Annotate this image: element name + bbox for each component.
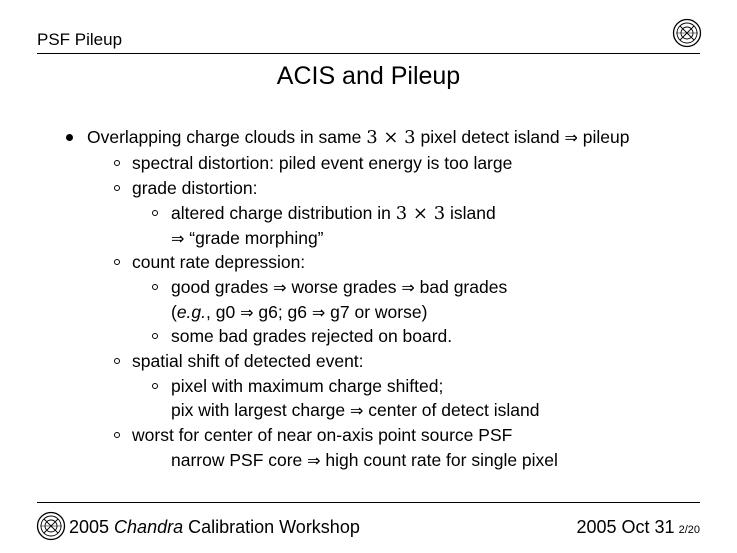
text: narrow PSF core <box>171 450 308 470</box>
text-italic: e.g. <box>176 302 207 322</box>
implies-arrow: ⇒ <box>401 278 415 297</box>
continuation-grade-morphing <box>171 228 324 249</box>
implies-arrow: ⇒ <box>311 303 326 322</box>
bullet-circle <box>152 383 158 389</box>
text: pixel detect island <box>415 127 565 147</box>
implies-arrow: ⇒ <box>171 229 185 248</box>
text: high count rate for single pixel <box>320 450 558 470</box>
sub-sub-bullet-rejected-on-board: some bad grades rejected on board. <box>171 326 453 346</box>
bullet-circle <box>114 259 120 265</box>
text: ( <box>171 302 177 322</box>
sub-bullet-count-rate: count rate depression: <box>132 252 306 272</box>
bullet-circle <box>152 284 158 290</box>
circular-seal-logo-icon <box>36 511 66 541</box>
footer-workshop-title <box>69 517 360 538</box>
header-title: PSF Pileup <box>37 30 123 49</box>
text: g6; g6 <box>253 302 312 322</box>
text: pileup <box>577 127 630 147</box>
sub-sub-bullet-good-grades <box>171 277 507 298</box>
sub-bullet-worst-center: worst for center of near on-axis point source PSF <box>132 425 513 445</box>
page-number: 2/20 <box>678 524 700 536</box>
sub-sub-bullet-altered-charge <box>171 203 496 224</box>
footer-date-page <box>577 517 701 538</box>
bullet-dot <box>66 134 73 141</box>
text: , g0 <box>206 302 241 322</box>
bullet-circle <box>114 432 120 438</box>
text: bad grades <box>414 277 508 297</box>
footer-date: 2005 Oct 31 <box>576 517 675 537</box>
bullet-circle <box>114 358 120 364</box>
text-italic: Chandra <box>114 517 184 537</box>
text: Calibration Workshop <box>183 517 360 537</box>
sub-bullet-spatial-shift: spatial shift of detected event: <box>132 351 364 371</box>
continuation-narrow-psf <box>171 450 558 471</box>
implies-arrow: ⇒ <box>273 278 287 297</box>
math-3x3: 3 × 3 <box>395 203 446 224</box>
text: island <box>445 203 496 223</box>
slide-title: ACIS and Pileup <box>276 62 461 90</box>
bullet-circle <box>114 160 120 166</box>
text: good grades <box>171 277 274 297</box>
text: center of detect island <box>363 400 540 420</box>
bullet-circle <box>152 333 158 339</box>
text: Overlapping charge clouds in same <box>87 127 367 147</box>
text: worse grades <box>286 277 402 297</box>
implies-arrow: ⇒ <box>307 451 321 470</box>
text: pix with largest charge <box>171 400 350 420</box>
math-3x3: 3 × 3 <box>366 127 416 148</box>
implies-arrow: ⇒ <box>349 401 364 420</box>
sub-bullet-spectral-distortion: spectral distortion: piled event energy is too large <box>132 153 513 173</box>
text: altered charge distribution in <box>171 203 396 223</box>
bullet-main <box>87 127 629 148</box>
implies-arrow: ⇒ <box>240 303 254 322</box>
bullet-circle <box>114 185 120 191</box>
footer-divider <box>37 502 700 503</box>
implies-arrow: ⇒ <box>564 128 578 147</box>
text: g7 or worse) <box>325 302 428 322</box>
text: “grade morphing” <box>184 228 324 248</box>
text: 2005 <box>69 517 115 537</box>
continuation-largest-charge <box>171 400 539 421</box>
continuation-grade-example <box>171 302 427 323</box>
bullet-circle <box>152 210 158 216</box>
sub-sub-bullet-max-charge-shifted: pixel with maximum charge shifted; <box>171 376 444 396</box>
sub-bullet-grade-distortion: grade distortion: <box>132 178 258 198</box>
